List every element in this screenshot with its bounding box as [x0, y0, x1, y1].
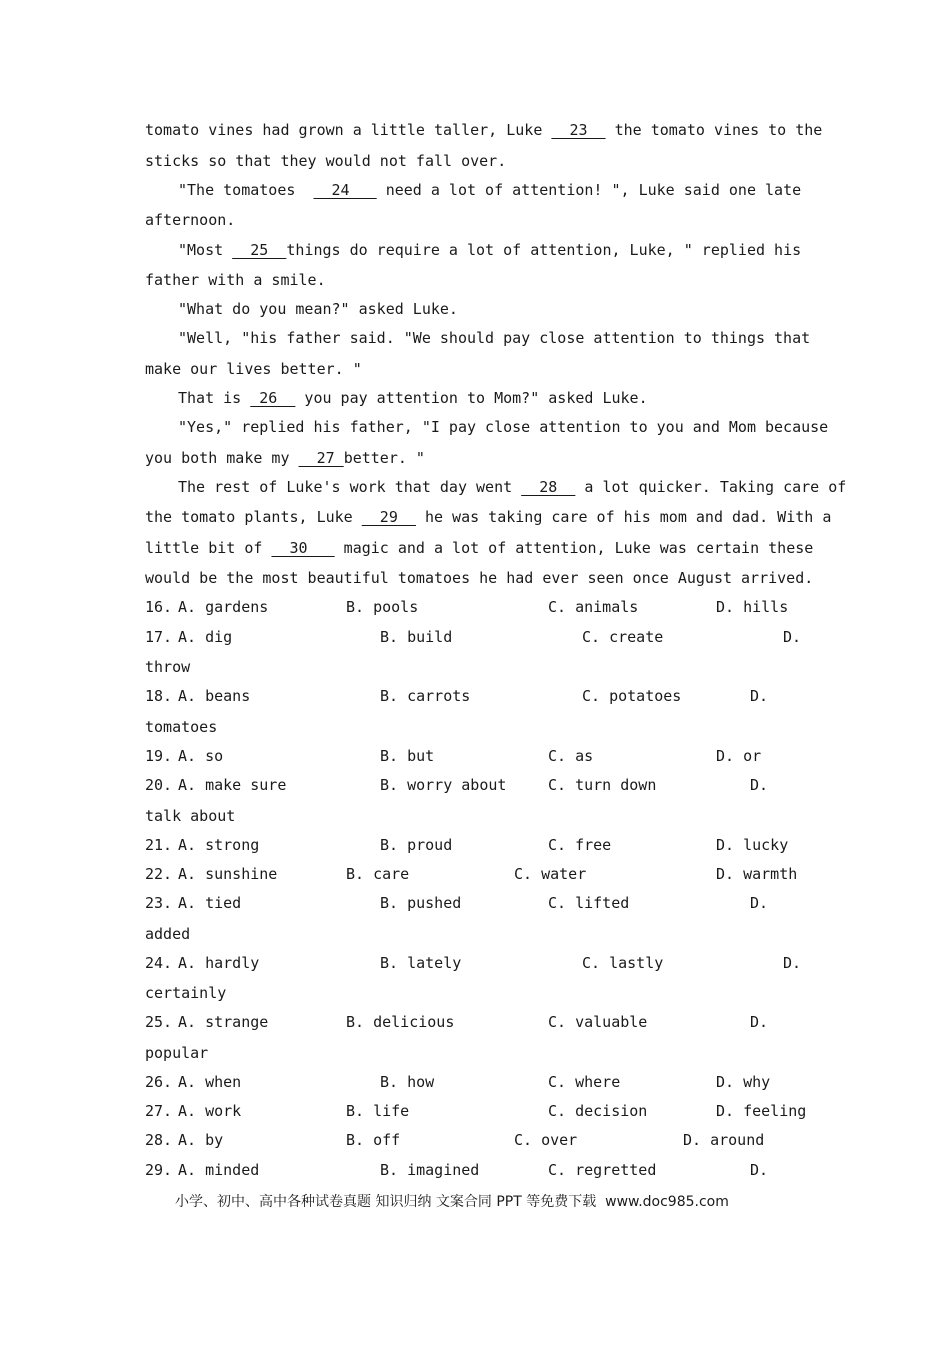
answer-blank[interactable]: 30 [271, 539, 335, 557]
passage-line [145, 151, 506, 171]
option-d[interactable]: D. [750, 776, 769, 794]
option-c[interactable]: C. animals [548, 598, 639, 616]
option-d-text[interactable]: throw [145, 658, 191, 676]
option-b[interactable]: B. off [346, 1131, 401, 1149]
option-d[interactable]: D. or [716, 747, 762, 765]
option-c[interactable]: C. potatoes [582, 687, 682, 705]
option-b[interactable]: B. imagined [380, 1161, 480, 1179]
passage-text: little bit of [145, 539, 272, 557]
passage-line [145, 270, 326, 290]
option-d[interactable]: D. [750, 894, 769, 912]
answer-blank[interactable]: 25 [232, 241, 287, 259]
option-c[interactable]: C. free [548, 836, 612, 854]
option-a[interactable]: A. when [178, 1073, 242, 1091]
answer-blank[interactable]: 28 [521, 478, 576, 496]
passage-text: That is [178, 389, 251, 407]
passage-text: would be the most beautiful tomatoes he had ever seen once August arrived. [145, 569, 814, 587]
passage-line [145, 568, 813, 588]
passage-text: "Well, "his father said. "We should pay close attention to things that [178, 329, 811, 347]
option-a[interactable]: A. beans [178, 687, 251, 705]
option-d-text[interactable]: tomatoes [145, 718, 218, 736]
option-b[interactable]: B. build [380, 628, 453, 646]
answer-blank[interactable]: 26 [250, 389, 296, 407]
question-number: 24. [145, 954, 173, 972]
option-b[interactable]: B. worry about [380, 776, 507, 794]
option-a[interactable]: A. so [178, 747, 224, 765]
option-d[interactable]: D. warmth [716, 865, 798, 883]
passage-line [145, 538, 813, 558]
question-number: 19. [145, 747, 173, 765]
passage-text: make our lives better. " [145, 360, 362, 378]
passage-text: The rest of Luke's work that day went [178, 478, 522, 496]
option-b[interactable]: B. care [346, 865, 410, 883]
passage-text: tomato vines had grown a little taller, Luke [145, 121, 552, 139]
option-d-text[interactable]: certainly [145, 984, 227, 1002]
passage-line [178, 328, 810, 348]
answer-blank[interactable]: 29 [361, 508, 416, 526]
option-c[interactable]: C. water [514, 865, 587, 883]
passage-text: things do require a lot of attention, Luke, " replied his [286, 241, 802, 259]
option-d-text[interactable]: added [145, 925, 191, 943]
passage-text: need a lot of attention! ", Luke said one late [376, 181, 802, 199]
option-a[interactable]: A. by [178, 1131, 224, 1149]
option-c[interactable]: C. decision [548, 1102, 648, 1120]
option-d-text[interactable]: popular [145, 1044, 209, 1062]
passage-text: afternoon. [145, 211, 236, 229]
passage-line [178, 388, 648, 408]
option-b[interactable]: B. but [380, 747, 435, 765]
question-number: 23. [145, 894, 173, 912]
question-number: 22. [145, 865, 173, 883]
option-d[interactable]: D. [750, 1013, 769, 1031]
passage-line [145, 210, 235, 230]
passage-text: father with a smile. [145, 271, 326, 289]
option-b[interactable]: B. pushed [380, 894, 462, 912]
question-number: 29. [145, 1161, 173, 1179]
option-a[interactable]: A. hardly [178, 954, 260, 972]
passage-text: you pay attention to Mom?" asked Luke. [295, 389, 648, 407]
passage-line [145, 359, 362, 379]
passage-text: "Most [178, 241, 233, 259]
passage-line [178, 180, 801, 200]
option-b[interactable]: B. life [346, 1102, 410, 1120]
question-number: 21. [145, 836, 173, 854]
option-d[interactable]: D. hills [716, 598, 789, 616]
passage-line [178, 240, 801, 260]
option-c[interactable]: C. lastly [582, 954, 664, 972]
option-c[interactable]: C. where [548, 1073, 621, 1091]
option-c[interactable]: C. create [582, 628, 664, 646]
option-c[interactable]: C. valuable [548, 1013, 648, 1031]
option-a[interactable]: A. sunshine [178, 865, 278, 883]
passage-text: better. " [343, 449, 425, 467]
passage-text: sticks so that they would not fall over. [145, 152, 507, 170]
question-number: 28. [145, 1131, 173, 1149]
page-footer: 小学、初中、高中各种试卷真题 知识归纳 文案合同 PPT 等免费下载 www.doc985.com [175, 1194, 729, 1210]
question-number: 26. [145, 1073, 173, 1091]
option-a[interactable]: A. gardens [178, 598, 269, 616]
question-number: 16. [145, 598, 173, 616]
option-b[interactable]: B. carrots [380, 687, 471, 705]
option-c[interactable]: C. regretted [548, 1161, 657, 1179]
option-a[interactable]: A. strange [178, 1013, 269, 1031]
passage-text: "Yes," replied his father, "I pay close attention to you and Mom because [178, 418, 829, 436]
answer-blank[interactable]: 27 [298, 449, 344, 467]
question-number: 20. [145, 776, 173, 794]
question-number: 27. [145, 1102, 173, 1120]
question-number: 17. [145, 628, 173, 646]
option-d[interactable]: D. [783, 954, 802, 972]
passage-line [178, 477, 846, 497]
passage-text: "The tomatoes [178, 181, 314, 199]
option-c[interactable]: C. over [514, 1131, 578, 1149]
question-number: 25. [145, 1013, 173, 1031]
option-a[interactable]: A. make sure [178, 776, 287, 794]
passage-line [178, 299, 458, 319]
option-a[interactable]: A. tied [178, 894, 242, 912]
option-c[interactable]: C. turn down [548, 776, 657, 794]
option-b[interactable]: B. lately [380, 954, 462, 972]
passage-text: the tomato vines to the [605, 121, 823, 139]
option-c[interactable]: C. lifted [548, 894, 630, 912]
passage-text: the tomato plants, Luke [145, 508, 362, 526]
passage-line [145, 507, 831, 527]
passage-text: magic and a lot of attention, Luke was certain these [334, 539, 814, 557]
passage-line [178, 417, 828, 437]
option-d-text[interactable]: talk about [145, 807, 236, 825]
option-b[interactable]: B. delicious [346, 1013, 455, 1031]
option-d[interactable]: D. [750, 1161, 769, 1179]
passage-line [145, 120, 822, 140]
answer-blank[interactable]: 24 [313, 181, 377, 199]
passage-text: he was taking care of his mom and dad. With a [415, 508, 832, 526]
option-a[interactable]: A. minded [178, 1161, 260, 1179]
option-b[interactable]: B. how [380, 1073, 435, 1091]
passage-text: "What do you mean?" asked Luke. [178, 300, 458, 318]
option-b[interactable]: B. pools [346, 598, 419, 616]
option-a[interactable]: A. dig [178, 628, 233, 646]
option-b[interactable]: B. proud [380, 836, 453, 854]
passage-text: a lot quicker. Taking care of [575, 478, 847, 496]
option-d[interactable]: D. why [716, 1073, 771, 1091]
passage-line [145, 448, 425, 468]
option-d[interactable]: D. lucky [716, 836, 789, 854]
passage-text: you both make my [145, 449, 299, 467]
option-d[interactable]: D. [783, 628, 802, 646]
option-d[interactable]: D. around [683, 1131, 765, 1149]
answer-blank[interactable]: 23 [551, 121, 606, 139]
option-a[interactable]: A. strong [178, 836, 260, 854]
option-c[interactable]: C. as [548, 747, 594, 765]
option-d[interactable]: D. feeling [716, 1102, 807, 1120]
option-a[interactable]: A. work [178, 1102, 242, 1120]
option-d[interactable]: D. [750, 687, 769, 705]
question-number: 18. [145, 687, 173, 705]
